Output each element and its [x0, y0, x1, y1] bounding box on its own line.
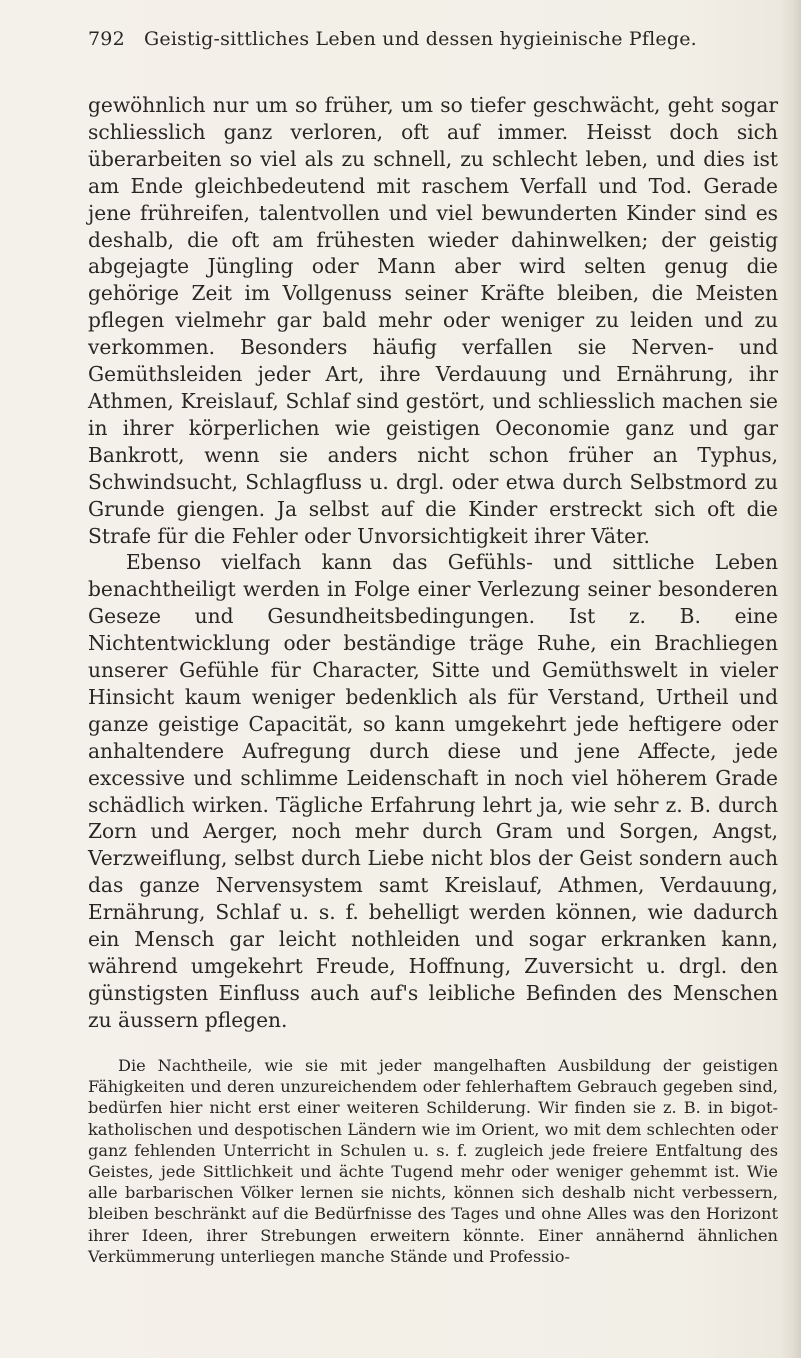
running-title: Geistig-sittliches Leben und dessen hygieinische Pflege.	[144, 28, 697, 50]
main-text-block	[88, 92, 778, 1034]
paragraph: Ebenso vielfach kann das Gefühls- und sittliche Leben benachtheiligt werden in Folge einer Verlezung seiner besonderen Geseze und Gesundheitsbedingungen. Ist z. B. eine Nichtentwicklung oder beständige träge Ruhe, ein Brachliegen unserer Gefühle für Character, Sitte und Gemüthswelt in vieler Hinsicht kaum weniger bedenklich als für Verstand, Urtheil und ganze geistige Capacität, so kann umgekehrt jede heftigere oder anhaltendere Aufregung durch diese und jene Affecte, jede excessive und schlimme Leidenschaft in noch viel höherem Grade schädlich wirken. Tägliche Erfahrung lehrt ja, wie sehr z. B. durch Zorn und Aerger, noch mehr durch Gram und Sorgen, Angst, Verzweiflung, selbst durch Liebe nicht blos der Geist sondern auch das ganze Nervensystem samt Kreislauf, Athmen, Verdauung, Ernährung, Schlaf u. s. f. behelligt werden können, wie dadurch ein Mensch gar leicht nothleiden und sogar erkranken kann, während umgekehrt Freude, Hoffnung, Zuversicht u. drgl. den günstigsten Einfluss auch auf's leibliche Befinden des Menschen zu äussern pflegen.	[88, 550, 778, 1032]
page-edge-shadow	[779, 0, 801, 1358]
page-header	[88, 28, 778, 62]
paragraph: gewöhnlich nur um so früher, um so tiefer geschwächt, geht sogar schliesslich ganz verloren, oft auf immer. Heisst doch sich überarbeiten so viel als zu schnell, zu schlecht leben, und dies ist am Ende gleichbedeutend mit raschem Verfall und Tod. Gerade jene frühreifen, talentvollen und viel bewunderten Kinder sind es deshalb, die oft am frühesten wieder dahinwelken; der geistig abgejagte Jüngling oder Mann aber wird selten genug die gehörige Zeit im Vollgenuss seiner Kräfte bleiben, die Meisten pflegen vielmehr gar bald mehr oder weniger zu leiden und zu verkommen. Besonders häufig verfallen sie Nerven- und Gemüthsleiden jeder Art, ihre Verdauung und Ernährung, ihr Athmen, Kreislauf, Schlaf sind gestört, und schliesslich machen sie in ihrer körperlichen wie geistigen Oeconomie ganz und gar Bankrott, wenn sie anders nicht schon früher an Typhus, Schwindsucht, Schlagfluss u. drgl. oder etwa durch Selbstmord zu Grunde giengen. Ja selbst auf die Kinder erstreckt sich oft die Strafe für die Fehler oder Unvorsichtigkeit ihrer Väter.	[88, 93, 778, 548]
small-print-paragraph: Die Nachtheile, wie sie mit jeder mangelhaften Ausbildung der geistigen Fähigkeiten und deren unzureichendem oder fehlerhaftem Gebrauch gegeben sind, bedürfen hier nicht erst einer weiteren Schilderung. Wir finden sie z. B. in bigot-katholischen und despotischen Ländern wie im Orient, wo mit dem schlechten oder ganz fehlenden Unterricht in Schulen u. s. f. zugleich jede freiere Entfaltung des Geistes, jede Sittlichkeit und ächte Tugend mehr oder weniger gehemmt ist. Wie alle barbarischen Völker lernen sie nichts, können sich deshalb nicht verbessern, bleiben beschränkt auf die Bedürfnisse des Tages und ohne Alles was den Horizont ihrer Ideen, ihrer Strebungen erweitern könnte. Einer annähernd ähnlichen Verkümmerung unterliegen manche Stände und Professio-	[88, 1056, 778, 1266]
page-number: 792	[88, 28, 125, 50]
